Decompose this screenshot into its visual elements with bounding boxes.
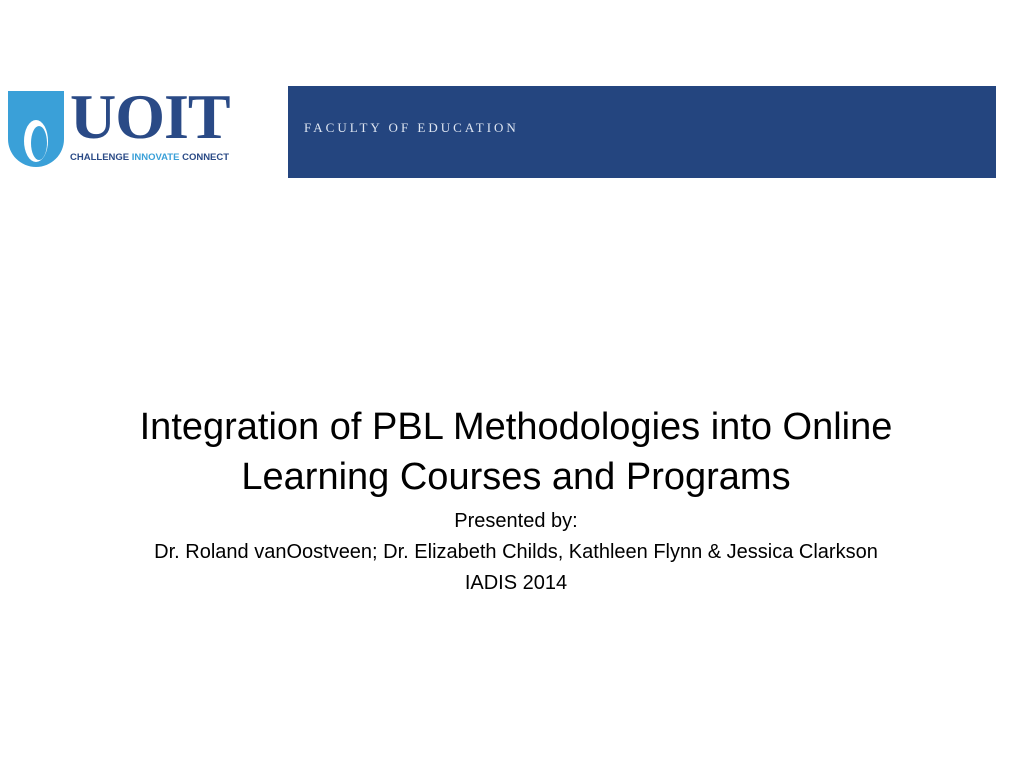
faculty-banner bbox=[288, 86, 996, 178]
title-block bbox=[60, 402, 972, 599]
presented-by-label: Presented by: bbox=[454, 510, 578, 532]
logo-wordmark: UOIT bbox=[70, 81, 230, 152]
logo-tagline bbox=[70, 152, 229, 164]
logo-tagline-suffix: CONNECT bbox=[179, 152, 230, 163]
slide-title-line-1: Integration of PBL Methodologies into Online bbox=[139, 406, 893, 448]
slide-header bbox=[0, 0, 1024, 200]
presenters-list: Dr. Roland vanOostveen; Dr. Elizabeth Childs, Kathleen Flynn & Jessica Clarkson bbox=[154, 541, 878, 563]
logo-tagline-prefix: CHALLENGE bbox=[70, 152, 132, 163]
shield-icon bbox=[8, 91, 64, 169]
event-name: IADIS 2014 bbox=[464, 572, 568, 594]
uoit-logo bbox=[8, 81, 230, 172]
faculty-banner-text: FACULTY OF EDUCATION bbox=[304, 120, 519, 135]
slide-title-line-2: Learning Courses and Programs bbox=[241, 456, 791, 498]
logo-tagline-accent: INNOVATE bbox=[131, 152, 180, 163]
